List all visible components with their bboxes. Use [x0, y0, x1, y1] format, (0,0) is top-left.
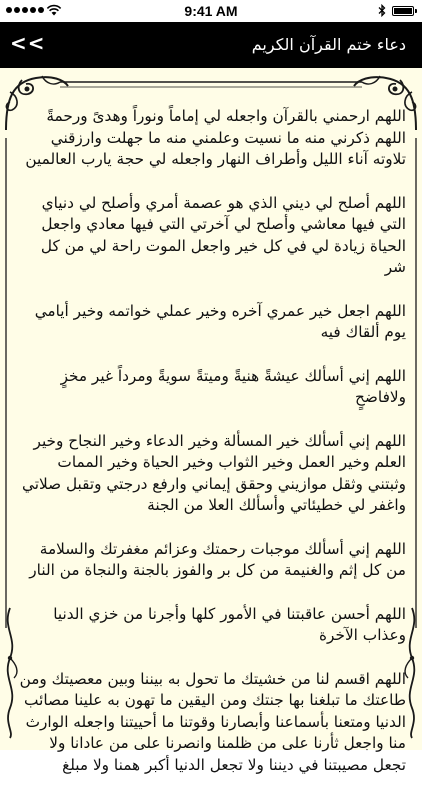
dua-text	[16, 106, 406, 798]
status-bar	[0, 0, 422, 22]
dua-paragraph: اللهم أصلح لي ديني الذي هو عصمة أمري وأصلح لي دنياي التي فيها معاشي وأصلح لي آخرتي التي فيها معادي واجعل الحياة زيادة لي في كل خير واجعل الموت راحة لي من كل شر	[40, 193, 406, 276]
dua-paragraph: اللهم اقسم لنا من خشيتك ما تحول به بيننا وبين معصيتك ومن طاعتك ما تبلغنا بها جنتك ومن اليقين ما تهون به علينا مصائب الدنيا ومتعنا بأسماعنا وأبصارنا وقوتنا ما أحييتنا واجعله الوارث منا واجعل ثأرنا على من ظلمنا وانصرنا على من عادانا ولا تجعل مصيبتنا في ديننا ولا تجعل الدنيا أكبر همنا ولا مبلغ	[19, 669, 406, 774]
prayer-content[interactable]	[0, 68, 422, 774]
dua-paragraph: اللهم ارحمني بالقرآن واجعله لي إماماً ونوراً وهدىً ورحمةً اللهم ذكرني منه ما نسيت وعلمني منه ما جهلت وارزقني تلاوته آناء الليل وأطراف النهار واجعله لي حجة يارب العالمين	[25, 107, 406, 168]
dua-paragraph: اللهم اجعل خير عمري آخره وخير عملي خواتمه وخير أيامي يوم ألقاك فيه	[34, 301, 406, 341]
back-button[interactable]: <<	[10, 31, 46, 55]
battery-icon	[392, 6, 414, 16]
page-title: دعاء ختم القرآن الكريم	[251, 35, 406, 54]
status-time: 9:41 AM	[184, 3, 238, 19]
dua-paragraph: اللهم إني أسألك خير المسألة وخير الدعاء وخير النجاح وخير العلم وخير العمل وخير الثواب وخير الحياة وخير الممات وثبتني وثقل موازيني وحقق إيماني وارفع درجتي وتقبل صلاتي واغفر لي خطيئاتي وأسألك العلا من الجنة	[21, 431, 406, 514]
bluetooth-icon	[378, 4, 386, 17]
battery-level	[394, 8, 412, 14]
navigation-bar	[0, 22, 422, 68]
dua-paragraph: اللهم إني أسألك موجبات رحمتك وعزائم مغفرتك والسلامة من كل إثم والغنيمة من كل بر والفوز بالجنة والنجاة من النار	[29, 539, 406, 579]
dua-paragraph: اللهم إني أسألك عيشةً هنيةً وميتةً سويةً ومرداً غير مخزٍ ولافاضحٍ	[60, 366, 406, 406]
dua-paragraph: اللهم أحسن عاقبتنا في الأمور كلها وأجرنا من خزي الدنيا وعذاب الآخرة	[53, 604, 406, 644]
